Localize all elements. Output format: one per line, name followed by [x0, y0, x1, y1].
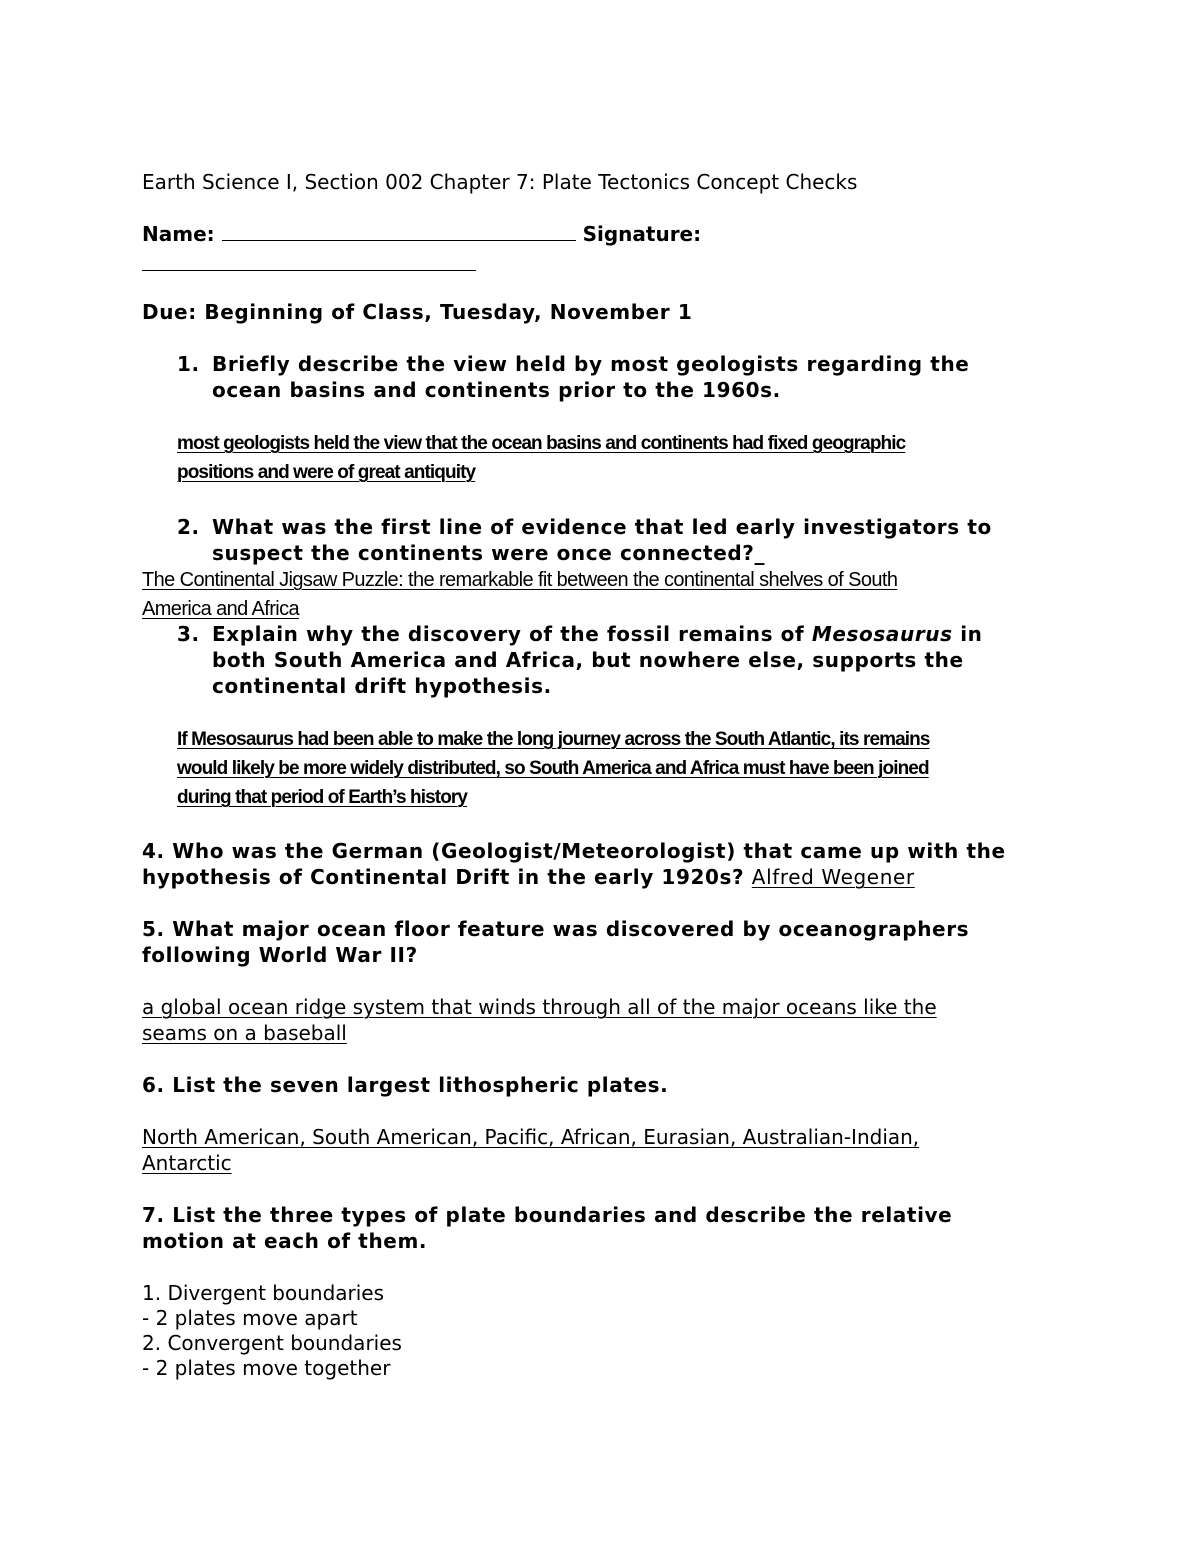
- answer-1-line-2: positions and were of great antiquity: [177, 462, 476, 483]
- answer-7-line-2: - 2 plates move apart: [142, 1306, 358, 1330]
- question-1-number: 1.: [177, 352, 200, 376]
- question-3-line-1-post: in: [960, 622, 983, 646]
- question-2-line-1: What was the first line of evidence that led early investigators to: [212, 515, 992, 539]
- name-row: [142, 221, 701, 247]
- answer-7-line-3: 2. Convergent boundaries: [142, 1331, 402, 1355]
- due-date: Due: Beginning of Class, Tuesday, November 1: [142, 300, 693, 324]
- signature-label: Signature:: [582, 222, 702, 246]
- question-7-line-2: motion at each of them.: [142, 1229, 428, 1253]
- answer-6-line-1: North American, South American, Pacific, African, Eurasian, Australian-Indian,: [142, 1125, 920, 1149]
- answer-6-line-2: Antarctic: [142, 1151, 232, 1175]
- question-5-line-2: following World War II?: [142, 943, 418, 967]
- mesosaurus-term: Mesosaurus: [811, 622, 953, 646]
- answer-4: Alfred Wegener: [751, 865, 915, 889]
- name-field[interactable]: [222, 222, 576, 241]
- question-2-line-2: suspect the continents were once connected?_: [212, 541, 766, 565]
- answer-2-line-2: America and Africa: [142, 598, 300, 620]
- question-4-line-2-text: hypothesis of Continental Drift in the early 1920s?: [142, 865, 745, 889]
- question-2-number: 2.: [177, 515, 200, 539]
- answer-1-line-1: most geologists held the view that the ocean basins and continents had fixed geographic: [177, 433, 906, 454]
- question-5-line-1: 5. What major ocean floor feature was discovered by oceanographers: [142, 917, 970, 941]
- answer-7-line-4: - 2 plates move together: [142, 1356, 391, 1380]
- question-3-line-3: continental drift hypothesis.: [212, 674, 552, 698]
- question-1-line-1: Briefly describe the view held by most geologists regarding the: [212, 352, 970, 376]
- answer-3-line-2: would likely be more widely distributed, so South America and Africa must have been joined: [177, 758, 929, 779]
- question-7-line-1: 7. List the three types of plate boundaries and describe the relative: [142, 1203, 953, 1227]
- answer-5-line-2: seams on a baseball: [142, 1021, 347, 1045]
- answer-3-line-1: If Mesosaurus had been able to make the long journey across the South Atlantic, its remains: [177, 729, 930, 750]
- question-3-line-1: [212, 621, 983, 647]
- question-6-line-1: 6. List the seven largest lithospheric plates.: [142, 1073, 669, 1097]
- signature-field[interactable]: [142, 270, 476, 271]
- name-label: Name:: [142, 222, 215, 246]
- answer-7-line-1: 1. Divergent boundaries: [142, 1281, 385, 1305]
- answer-5-line-1: a global ocean ridge system that winds through all of the major oceans like the: [142, 995, 937, 1019]
- question-3-line-1-pre: Explain why the discovery of the fossil remains of: [212, 622, 805, 646]
- question-3-line-2: both South America and Africa, but nowhere else, supports the: [212, 648, 964, 672]
- answer-3-line-3: during that period of Earth’s history: [177, 787, 468, 808]
- question-3-number: 3.: [177, 622, 200, 646]
- document-title: Earth Science I, Section 002 Chapter 7: Plate Tectonics Concept Checks: [142, 170, 858, 194]
- question-4-line-1: 4. Who was the German (Geologist/Meteorologist) that came up with the: [142, 839, 1006, 863]
- question-4-line-2: [142, 864, 915, 890]
- question-1-line-2: ocean basins and continents prior to the 1960s.: [212, 378, 781, 402]
- answer-2-line-1: The Continental Jigsaw Puzzle: the remarkable fit between the continental shelves of South: [142, 569, 898, 591]
